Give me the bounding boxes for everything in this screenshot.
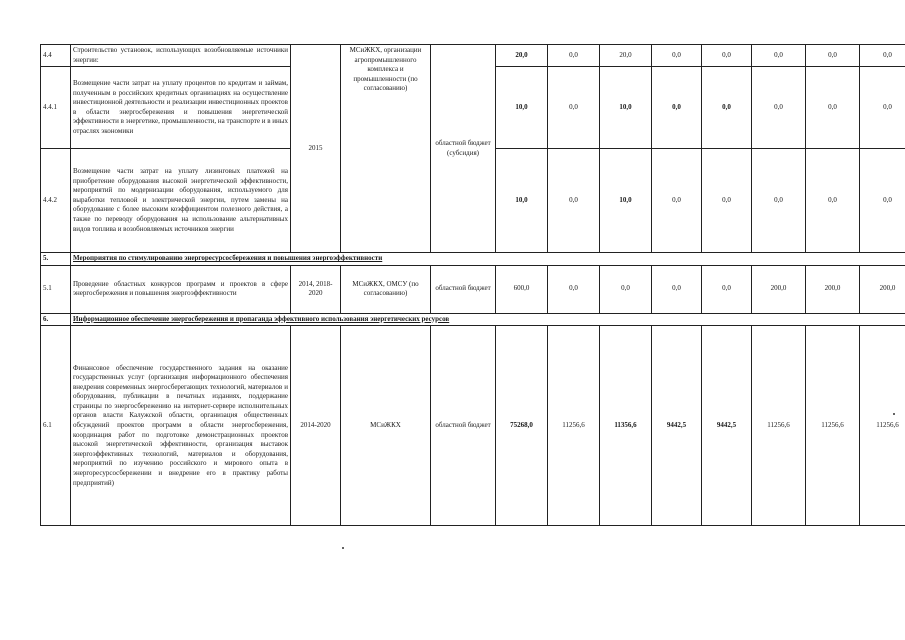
funding-source-cell: областной бюджет (431, 326, 496, 526)
value-cell: 0,0 (702, 265, 752, 313)
funding-source-cell: областной бюджет (431, 265, 496, 313)
value-cell: 0,0 (600, 265, 652, 313)
section-title: Информационное обеспечение энергосбережения и пропаганда эффективного использования энергетических ресурсов (71, 313, 905, 326)
scan-speck (342, 547, 344, 549)
row-number: 5.1 (41, 265, 71, 313)
row-number: 4.4.1 (41, 67, 71, 149)
table-row (41, 265, 905, 313)
value-cell: 11256,6 (548, 326, 600, 526)
value-cell: 0,0 (652, 265, 702, 313)
value-cell: 0,0 (652, 45, 702, 67)
value-cell: 10,0 (600, 149, 652, 253)
value-cell: 11256,6 (752, 326, 806, 526)
value-cell: 0,0 (752, 45, 806, 67)
budget-table (40, 44, 905, 526)
section-number: 5. (41, 253, 71, 266)
value-cell: 200,0 (860, 265, 905, 313)
value-cell: 9442,5 (652, 326, 702, 526)
activity-name: Возмещение части затрат на уплату лизинговых платежей на приобретение оборудования высокой энергетической эффективности, мероприятий по модернизации оборудования, используемого для выработки тепловой и электрической энергии, путем замены на оборудование с более высоким коэффициентом полезного действия, а также по переводу оборудования на использование альтернативных видов топлива и возобновляемых источников энергии (71, 149, 291, 253)
executor-cell: МСиЖКХ, ОМСУ (по согласованию) (341, 265, 431, 313)
value-total: 10,0 (496, 149, 548, 253)
value-total: 10,0 (496, 67, 548, 149)
value-cell: 0,0 (548, 45, 600, 67)
activity-name: Проведение областных конкурсов программ и проектов в сфере энергосбережения и повышения энергоэффективности (71, 265, 291, 313)
value-cell: 0,0 (860, 45, 905, 67)
value-cell: 0,0 (652, 67, 702, 149)
row-number: 4.4 (41, 45, 71, 67)
value-total: 600,0 (496, 265, 548, 313)
section-title: Мероприятия по стимулированию энергоресурсосбережения и повышения энергоэффективности (71, 253, 905, 266)
value-cell: 0,0 (806, 45, 860, 67)
year-cell: 2014, 2018-2020 (291, 265, 341, 313)
activity-name: Финансовое обеспечение государственного задания на оказание государственных услуг (организация информационного обеспечения внедрения современных энергосберегающих технологий, материалов и оборудования, публикации в печатных изданиях, поддержание страницы по энергосбережению на интернет-сервере исполнительных органов власти Калужской области, организация общественных обсуждений проектов программ в области энергосбережения, координация работ по подготовке демонстрационных проектов высокой энергетической эффективности, организация выставок энергоэффективных технологий, материалов и оборудования, мероприятий по изучению российского и мирового опыта в энергоресурсосбережении и внедрение его в практику работы предприятий) (71, 326, 291, 526)
value-cell: 20,0 (600, 45, 652, 67)
activity-name: Строительство установок, использующих возобновляемые источники энергии: (71, 45, 291, 67)
value-cell: 10,0 (600, 67, 652, 149)
value-cell: 0,0 (548, 67, 600, 149)
year-cell: 2015 (291, 45, 341, 253)
value-cell: 0,0 (752, 149, 806, 253)
section-header-row (41, 253, 905, 266)
row-number: 4.4.2 (41, 149, 71, 253)
table-row (41, 326, 905, 526)
value-cell: 0,0 (548, 149, 600, 253)
scan-speck (893, 413, 895, 415)
value-cell: 9442,5 (702, 326, 752, 526)
value-cell: 200,0 (806, 265, 860, 313)
value-cell: 0,0 (702, 67, 752, 149)
funding-source-cell: областной бюджет (субсидия) (431, 45, 496, 253)
table-row (41, 45, 905, 67)
value-cell: 0,0 (702, 45, 752, 67)
value-total: 75268,0 (496, 326, 548, 526)
value-cell: 0,0 (702, 149, 752, 253)
executor-cell: МСиЖКХ (341, 326, 431, 526)
value-cell: 200,0 (752, 265, 806, 313)
value-cell: 11356,6 (600, 326, 652, 526)
activity-name: Возмещение части затрат на уплату процентов по кредитам и займам, полученным в российских кредитных организациях на осуществление инвестиционной деятельности и реализации инвестиционных проектов в области энергосбережения и повышения энергетической эффективности в энергетике, промышленности, на транспорте и в иных отраслях экономики (71, 67, 291, 149)
value-total: 20,0 (496, 45, 548, 67)
value-cell: 0,0 (806, 67, 860, 149)
value-cell: 0,0 (860, 149, 905, 253)
year-cell: 2014-2020 (291, 326, 341, 526)
section-number: 6. (41, 313, 71, 326)
value-cell: 0,0 (860, 67, 905, 149)
executor-cell: МСиЖКХ, организации агропромышленного комплекса и промышленности (по согласованию) (341, 45, 431, 253)
value-cell: 0,0 (548, 265, 600, 313)
value-cell: 0,0 (806, 149, 860, 253)
value-cell: 0,0 (652, 149, 702, 253)
value-cell: 11256,6 (806, 326, 860, 526)
value-cell: 0,0 (752, 67, 806, 149)
section-header-row (41, 313, 905, 326)
row-number: 6.1 (41, 326, 71, 526)
value-cell: 11256,6 (860, 326, 905, 526)
